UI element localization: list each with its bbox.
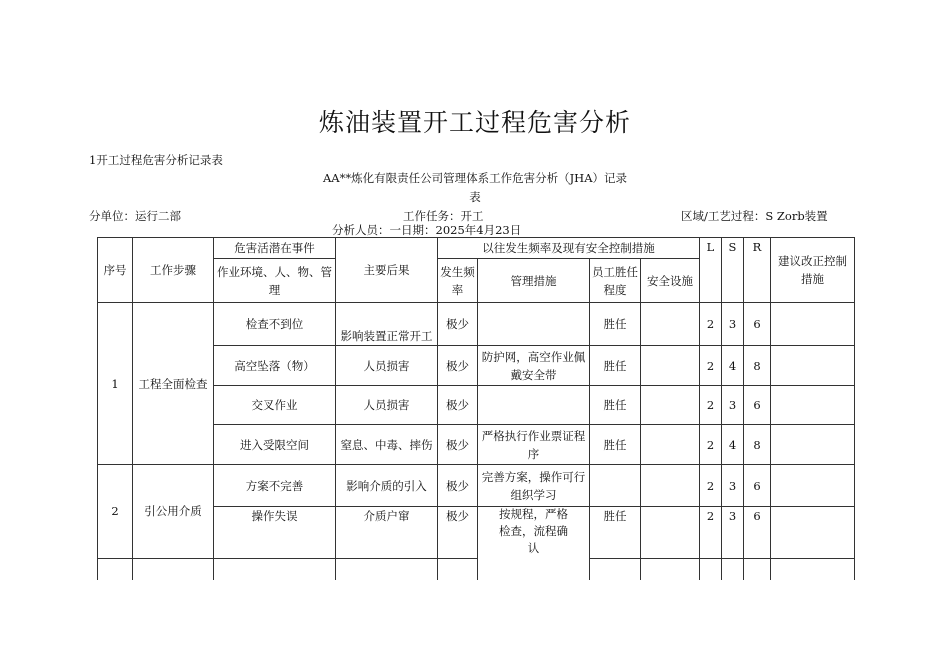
table-row xyxy=(98,465,855,507)
L-cell: 2 xyxy=(700,386,722,425)
competence-cell: 胜任 xyxy=(590,507,641,559)
consequence-cell: 影响介质的引入 xyxy=(336,465,438,507)
freq-cell: 极少 xyxy=(438,507,478,559)
header-freq: 发生频率 xyxy=(438,259,478,303)
empty-cell xyxy=(744,558,771,580)
header-suggest: 建议改正控制措施 xyxy=(771,238,855,303)
competence-cell: 胜任 xyxy=(590,386,641,425)
mgmt-cell: 防护网，高空作业佩戴安全带 xyxy=(478,346,590,386)
header-consequence: 主要后果 xyxy=(336,238,438,303)
L-cell: 2 xyxy=(700,465,722,507)
freq-cell: 极少 xyxy=(438,303,478,346)
L-cell: 2 xyxy=(700,346,722,386)
suggest-cell xyxy=(771,465,855,507)
S-cell: 4 xyxy=(722,346,744,386)
competence-cell xyxy=(590,465,641,507)
suggest-cell xyxy=(771,386,855,425)
mgmt-cell: 完善方案，操作可行组织学习 xyxy=(478,465,590,507)
consequence-cell: 人员损害 xyxy=(336,346,438,386)
record-title-tail: 表 xyxy=(469,190,481,204)
header-S: S xyxy=(722,238,744,303)
S-cell: 3 xyxy=(722,465,744,507)
S-cell: 3 xyxy=(722,507,744,559)
mgmt-text: 按规程，严格检查，流程确认 xyxy=(499,507,568,555)
competence-cell: 胜任 xyxy=(590,425,641,465)
record-title: AA**炼化有限责任公司管理体系工作危害分析（JHA）记录 xyxy=(322,171,628,185)
group-step: 工程全面检查 xyxy=(133,303,214,465)
consequence-cell: 窒息、中毒、摔伤 xyxy=(336,425,438,465)
facility-cell xyxy=(641,465,700,507)
group-step: 引公用介质 xyxy=(133,465,214,559)
empty-cell xyxy=(133,558,214,580)
facility-cell xyxy=(641,507,700,559)
S-cell: 3 xyxy=(722,386,744,425)
L-cell: 2 xyxy=(700,507,722,559)
suggest-cell xyxy=(771,346,855,386)
task-label: 工作任务：开工 xyxy=(403,209,484,223)
suggest-cell xyxy=(771,507,855,559)
consequence-cell: 影响装置正常开工 xyxy=(336,303,438,346)
mgmt-cell: 严格执行作业票证程序 xyxy=(478,425,590,465)
competence-cell: 胜任 xyxy=(590,346,641,386)
S-cell: 3 xyxy=(722,303,744,346)
suggest-cell xyxy=(771,303,855,346)
freq-cell: 极少 xyxy=(438,346,478,386)
consequence-cell: 人员损害 xyxy=(336,386,438,425)
empty-cell xyxy=(478,558,590,580)
R-cell: 8 xyxy=(744,346,771,386)
header-R: R xyxy=(744,238,771,303)
mgmt-cell xyxy=(478,303,590,346)
header-history: 以往发生频率及现有安全控制措施 xyxy=(438,238,700,259)
empty-cell xyxy=(700,558,722,580)
header-competence: 员工胜任程度 xyxy=(590,259,641,303)
document-title: 炼油装置开工过程危害分析 xyxy=(318,108,631,137)
freq-cell: 极少 xyxy=(438,465,478,507)
header-mgmt: 管理措施 xyxy=(478,259,590,303)
S-cell: 4 xyxy=(722,425,744,465)
consequence-cell: 介质户窜 xyxy=(336,507,438,559)
hazard-cell: 检查不到位 xyxy=(214,303,336,346)
table-row xyxy=(98,303,855,346)
section-heading: 1开工过程危害分析记录表 xyxy=(89,153,223,167)
empty-cell xyxy=(722,558,744,580)
freq-cell: 极少 xyxy=(438,425,478,465)
hazard-cell: 方案不完善 xyxy=(214,465,336,507)
R-cell: 6 xyxy=(744,386,771,425)
freq-cell: 极少 xyxy=(438,386,478,425)
analyst-date-label: 分析人员：一日期：2025年4月23日 xyxy=(332,223,522,237)
suggest-cell xyxy=(771,425,855,465)
table-row-empty xyxy=(98,558,855,580)
facility-cell xyxy=(641,303,700,346)
empty-cell xyxy=(590,558,641,580)
hazard-cell: 高空坠落（物） xyxy=(214,346,336,386)
mgmt-cell xyxy=(478,386,590,425)
facility-cell xyxy=(641,346,700,386)
unit-label: 分单位：运行二部 xyxy=(89,209,181,223)
empty-cell xyxy=(214,558,336,580)
empty-cell xyxy=(641,558,700,580)
hazard-cell: 进入受限空间 xyxy=(214,425,336,465)
L-cell: 2 xyxy=(700,425,722,465)
hazard-cell: 交叉作业 xyxy=(214,386,336,425)
empty-cell xyxy=(98,558,133,580)
jha-table xyxy=(97,237,855,580)
R-cell: 6 xyxy=(744,465,771,507)
R-cell: 6 xyxy=(744,507,771,559)
header-L: L xyxy=(700,238,722,303)
competence-cell: 胜任 xyxy=(590,303,641,346)
header-seq: 序号 xyxy=(98,238,133,303)
R-cell: 8 xyxy=(744,425,771,465)
empty-cell xyxy=(336,558,438,580)
header-hazard: 危害活潜在事件 xyxy=(214,238,336,259)
header-facility: 安全设施 xyxy=(641,259,700,303)
area-label: 区域/工艺过程：S Zorb装置 xyxy=(681,209,828,223)
hazard-cell: 操作失误 xyxy=(214,507,336,559)
L-cell: 2 xyxy=(700,303,722,346)
empty-cell xyxy=(438,558,478,580)
facility-cell xyxy=(641,386,700,425)
R-cell: 6 xyxy=(744,303,771,346)
header-hazard-sub: 作业环境、人、物、管理 xyxy=(214,259,336,303)
header-step: 工作步骤 xyxy=(133,238,214,303)
group-seq: 2 xyxy=(98,465,133,559)
empty-cell xyxy=(771,558,855,580)
group-seq: 1 xyxy=(98,303,133,465)
facility-cell xyxy=(641,425,700,465)
mgmt-cell xyxy=(478,507,590,559)
